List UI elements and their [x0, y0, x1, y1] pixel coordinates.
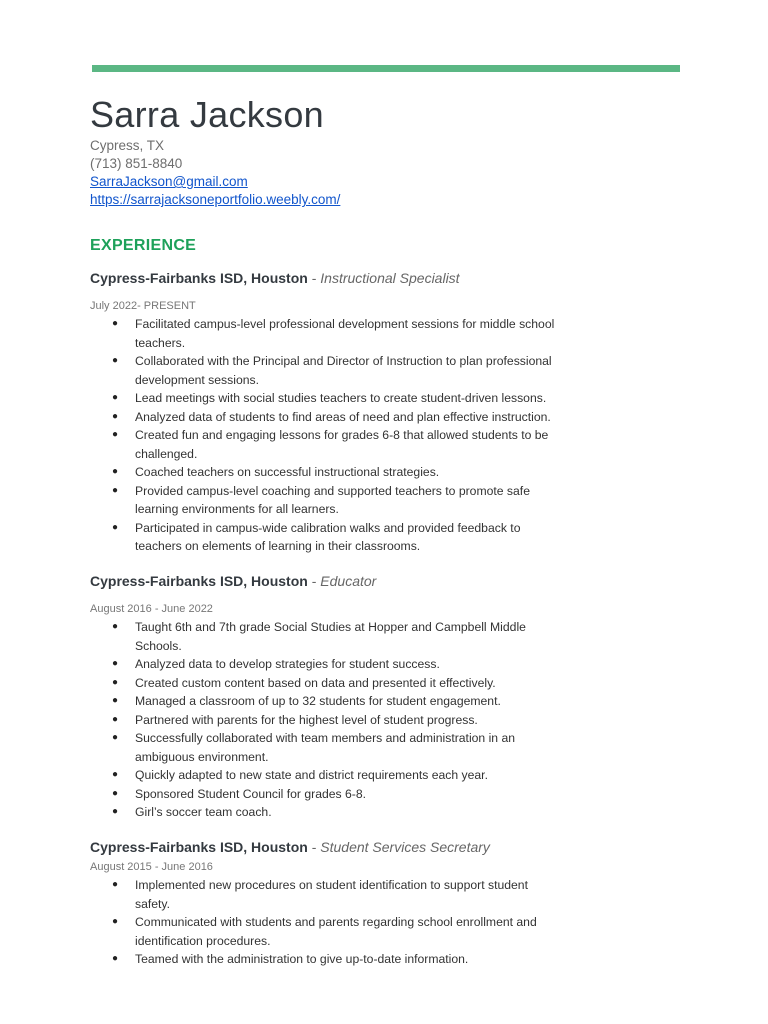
list-item: ● Girl’s soccer team coach. [90, 803, 565, 822]
job-separator: - [307, 839, 321, 855]
job-entry [90, 571, 690, 822]
list-item: ● Quickly adapted to new state and district requirements each year. [90, 766, 565, 785]
list-item: ● Partnered with parents for the highest level of student progress. [90, 711, 565, 730]
list-item: ● Successfully collaborated with team members and administration in an ambiguous environment. [90, 729, 565, 766]
list-item: ● Coached teachers on successful instructional strategies. [90, 463, 565, 482]
job-organization: Cypress-Fairbanks ISD, Houston [90, 839, 308, 855]
list-item: ● Analyzed data of students to find areas of need and plan effective instruction. [90, 408, 565, 427]
list-item: ● Sponsored Student Council for grades 6-8. [90, 785, 565, 804]
top-accent-rule [92, 65, 680, 72]
list-item: ● Participated in campus-wide calibration walks and provided feedback to teachers on elements of learning in their classrooms. [90, 519, 565, 556]
list-item: ● Communicated with students and parents regarding school enrollment and identification procedures. [90, 913, 565, 950]
job-dates: August 2016 - June 2022 [90, 603, 213, 615]
list-item: ● Implemented new procedures on student identification to support student safety. [90, 876, 565, 913]
job-organization: Cypress-Fairbanks ISD, Houston [90, 270, 308, 286]
contact-phone: (713) 851-8840 [90, 156, 183, 171]
list-item: ● Taught 6th and 7th grade Social Studies at Hopper and Campbell Middle Schools. [90, 618, 565, 655]
job-separator: - [307, 573, 321, 589]
job-bullet-list [90, 618, 690, 822]
list-item: ● Analyzed data to develop strategies for student success. [90, 655, 565, 674]
job-bullet-list [90, 315, 690, 556]
job-bullet-list [90, 876, 690, 969]
job-separator: - [307, 270, 321, 286]
job-entry [90, 268, 690, 556]
list-item: ● Created fun and engaging lessons for grades 6-8 that allowed students to be challenged. [90, 426, 565, 463]
job-entry [90, 837, 690, 969]
job-role: Student Services Secretary [320, 839, 490, 855]
job-title-line [90, 268, 690, 288]
contact-email-link[interactable]: SarraJackson@gmail.com [90, 174, 248, 189]
candidate-name: Sarra Jackson [90, 94, 324, 135]
list-item: ● Created custom content based on data and presented it effectively. [90, 674, 565, 693]
job-dates: August 2015 - June 2016 [90, 861, 213, 873]
job-title-line [90, 837, 690, 857]
list-item: ● Facilitated campus-level professional development sessions for middle school teachers. [90, 315, 565, 352]
list-item: ● Managed a classroom of up to 32 students for student engagement. [90, 692, 565, 711]
contact-location: Cypress, TX [90, 138, 165, 153]
job-organization: Cypress-Fairbanks ISD, Houston [90, 573, 308, 589]
list-item: ● Collaborated with the Principal and Director of Instruction to plan professional development sessions. [90, 352, 565, 389]
experience-heading: EXPERIENCE [90, 237, 197, 254]
resume-header [90, 93, 690, 209]
list-item: ● Lead meetings with social studies teachers to create student-driven lessons. [90, 389, 565, 408]
job-title-line [90, 571, 690, 591]
list-item: ● Provided campus-level coaching and supported teachers to promote safe learning environments for all learners. [90, 482, 565, 519]
list-item: ● Teamed with the administration to give up-to-date information. [90, 950, 565, 969]
job-dates: July 2022- PRESENT [90, 300, 196, 312]
job-role: Educator [320, 573, 377, 589]
contact-website-link[interactable]: https://sarrajacksoneportfolio.weebly.com/ [90, 192, 341, 207]
job-role: Instructional Specialist [320, 270, 460, 286]
